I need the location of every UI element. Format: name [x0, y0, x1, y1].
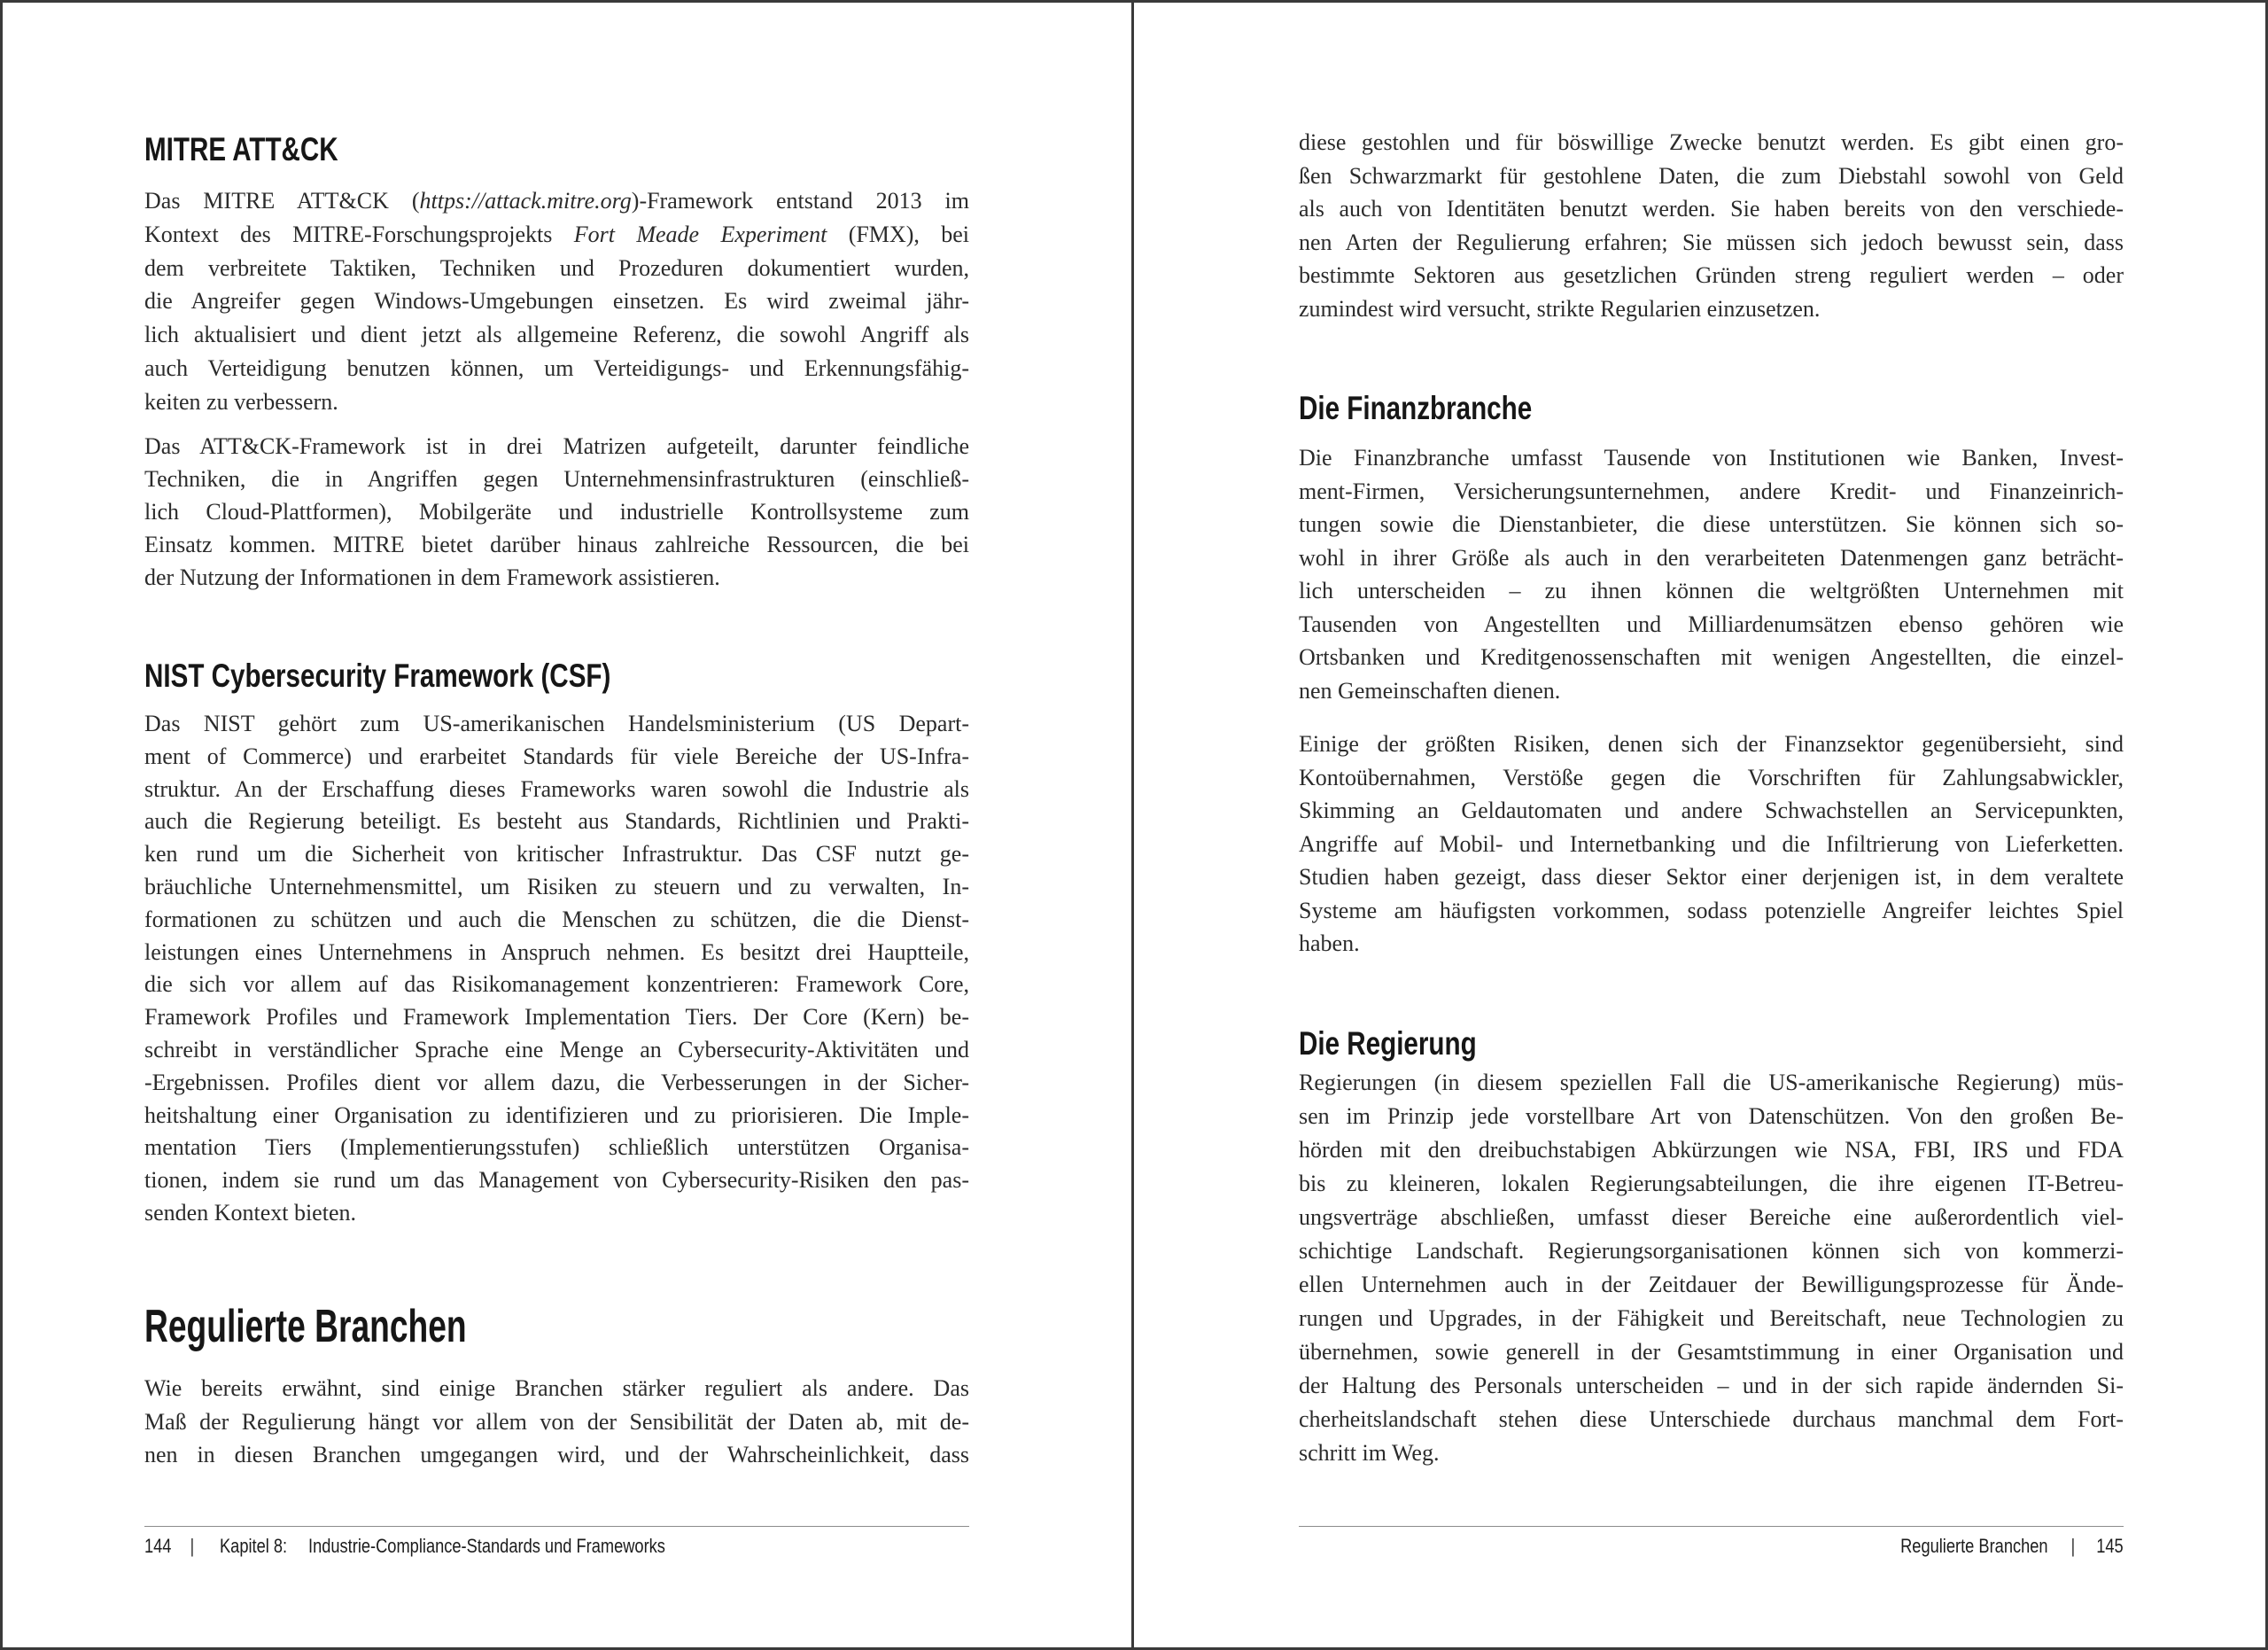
text-line: Das ATT&CK-Framework ist in drei Matrizen aufgeteilt, darunter feindliche	[144, 433, 969, 459]
text-line: Kontoübernahmen, Verstöße gegen die Vorschriften für Zahlungsabwickler,	[1299, 764, 2124, 790]
text-line: Techniken, die in Angriffen gegen Unternehmensinfrastrukturen (einschließ-	[144, 466, 969, 493]
footer-rule-left	[144, 1526, 969, 1527]
heading-finanzbranche: Die Finanzbranche	[1299, 390, 1533, 426]
text-line: Tausenden von Angestellten und Milliardenumsätzen ebenso gehören wie	[1299, 611, 2124, 637]
footer-separator-left: |	[190, 1535, 195, 1557]
text-line: der Haltung des Personals unterscheiden – und in der sich rapide ändernden Si-	[1299, 1373, 2124, 1398]
text-line: auch die Regierung beteiligt. Es besteht aus Standards, Richtlinien und Prakti-	[144, 808, 969, 835]
paragraph-regierung	[1299, 1066, 2124, 1470]
text-line: schichtige Landschaft. Regierungsorganisationen können sich von kommerzi-	[1299, 1238, 2124, 1264]
footer-rule-right	[1299, 1526, 2124, 1527]
text-run: Das MITRE ATT&CK (	[144, 188, 420, 214]
paragraph-continuation	[1299, 126, 2124, 325]
text-line: Ortsbanken und Kreditgenossenschaften mit wenigen Angestellten, die einzel-	[1299, 644, 2124, 670]
text-line: als auch von Identitäten benutzt werden. Sie haben bereits von den verschiede-	[1299, 196, 2124, 222]
text-line: senden Kontext bieten.	[144, 1199, 356, 1226]
paragraph-finanzbranche-2	[1299, 728, 2124, 961]
text-line: ment-Firmen, Versicherungsunternehmen, andere Kredit- und Finanzeinrich-	[1299, 478, 2124, 504]
text-line: Einsatz kommen. MITRE bietet darüber hinaus zahlreiche Ressourcen, die bei	[144, 532, 969, 558]
text-line: Angriffe auf Mobil- und Internetbanking und die Infiltrierung von Lieferketten.	[1299, 830, 2124, 857]
text-line: lich aktualisiert und dient jetzt als allgemeine Referenz, die sowohl Angriff als	[144, 322, 969, 348]
text-line: nen in diesen Branchen umgegangen wird, und der Wahrscheinlichkeit, dass	[144, 1442, 969, 1467]
text-line: die sich vor allem auf das Risikomanagement konzentrieren: Framework Core,	[144, 971, 969, 998]
text-line: Regierungen (in diesem speziellen Fall die US-amerikanische Regierung) müs-	[1299, 1070, 2124, 1095]
paragraph-nist	[144, 708, 969, 1230]
text-run: (FMX), bei	[827, 221, 969, 247]
text-line: nen Arten der Regulierung erfahren; Sie müssen sich jedoch bewusst sein, dass	[1299, 229, 2124, 255]
italic-text: https://attack.mitre.org	[419, 188, 632, 214]
text-line: hörden mit den dreibuchstabigen Abkürzungen wie NSA, FBI, IRS und FDA	[1299, 1137, 2124, 1163]
text-line: leistungen eines Unternehmens in Anspruch nehmen. Es besitzt drei Hauptteile,	[144, 938, 969, 965]
text-line: Das NIST gehört zum US-amerikanischen Handelsministerium (US Depart-	[144, 711, 969, 736]
text-line: Maß der Regulierung hängt vor allem von der Sensibilität der Daten ab, mit de-	[144, 1408, 969, 1435]
text-line: bis zu kleineren, lokalen Regierungsabteilungen, die ihre eigenen IT-Betreu-	[1299, 1171, 2124, 1196]
text-line: schritt im Weg.	[1299, 1440, 1440, 1466]
text-line: cherheitslandschaft stehen diese Unterschiede durchaus manchmal dem Fort-	[1299, 1406, 2124, 1432]
text-run: )-Framework entstand 2013 im	[631, 188, 969, 214]
text-line: heitshaltung einer Organisation zu identifizieren und zu priorisieren. Die Imple-	[144, 1101, 969, 1128]
footer-chapter-title: Industrie-Compliance-Standards und Frameworks	[308, 1535, 665, 1557]
text-line: haben.	[1299, 930, 1360, 956]
text-line: -Ergebnissen. Profiles dient vor allem dazu, die Verbesserungen in der Sicher-	[144, 1069, 969, 1095]
text-line: wohl in ihrer Größe als auch in den verarbeiteten Datenmengen ganz beträcht-	[1299, 544, 2124, 571]
text-line: tungen sowie die Dienstanbieter, die diese unterstützen. Sie können sich so-	[1299, 511, 2124, 537]
text-line: die Angreifer gegen Windows-Umgebungen einsetzen. Es wird zweimal jähr-	[144, 288, 969, 315]
text-line: Framework Profiles und Framework Implementation Tiers. Der Core (Kern) be-	[144, 1004, 969, 1031]
text-line: mentation Tiers (Implementierungsstufen) schließlich unterstützen Organisa-	[144, 1134, 969, 1161]
heading-regulierte-branchen: Regulierte Branchen	[144, 1301, 467, 1352]
text-line: keiten zu verbessern.	[144, 388, 338, 415]
heading-regierung: Die Regierung	[1299, 1025, 1477, 1062]
text-line: Die Finanzbranche umfasst Tausende von Institutionen wie Banken, Invest-	[1299, 445, 2124, 471]
text-line: ellen Unternehmen auch in der Zeitdauer der Bewilligungsprozesse für Ände-	[1299, 1272, 2124, 1297]
text-line: ken rund um die Sicherheit von kritischer Infrastruktur. Das CSF nutzt ge-	[144, 841, 969, 868]
text-line: der Nutzung der Informationen in dem Framework assistieren.	[144, 564, 720, 591]
footer-separator-right: |	[2070, 1535, 2076, 1557]
text-line: ment of Commerce) und erarbeitet Standards für viele Bereiche der US-Infra-	[144, 743, 969, 769]
text-line: lich Cloud-Plattformen), Mobilgeräte und industrielle Kontrollsysteme zum	[144, 499, 969, 525]
text-line: Einige der größten Risiken, denen sich der Finanzsektor gegenübersieht, sind	[1299, 731, 2124, 757]
text-line: Wie bereits erwähnt, sind einige Branchen stärker reguliert als andere. Das	[144, 1375, 969, 1401]
paragraph-mitre-1	[144, 184, 969, 419]
heading-mitre-attck: MITRE ATT&CK	[144, 131, 338, 167]
heading-nist-csf: NIST Cybersecurity Framework (CSF)	[144, 658, 611, 694]
page-number-right: 145	[2096, 1535, 2124, 1557]
text-line: zumindest wird versucht, strikte Regularien einzusetzen.	[1299, 295, 1821, 322]
text-line: rungen und Upgrades, in der Fähigkeit und Bereitschaft, neue Technologien zu	[1299, 1305, 2124, 1331]
text-line: bestimmte Sektoren aus gesetzlichen Gründen streng reguliert werden – oder	[1299, 262, 2124, 288]
text-line: formationen zu schützen und auch die Menschen zu schützen, die die Dienst-	[144, 906, 969, 932]
text-line: schreibt in verständlicher Sprache eine Menge an Cybersecurity-Aktivitäten und	[144, 1036, 969, 1062]
page-number-left: 144	[144, 1535, 172, 1557]
book-spine	[1131, 0, 1134, 1650]
text-run: Kontext des MITRE-Forschungsprojekts	[144, 221, 574, 247]
text-line	[144, 184, 969, 218]
text-line: struktur. An der Erschaffung dieses Frameworks waren sowohl die Industrie als	[144, 775, 969, 802]
text-line: diese gestohlen und für böswillige Zwecke benutzt werden. Es gibt einen gro-	[1299, 129, 2124, 155]
footer-section-title: Regulierte Branchen	[1900, 1535, 2048, 1557]
text-line: lich unterscheiden – zu ihnen können die weltgrößten Unternehmen mit	[1299, 578, 2124, 603]
text-line: tionen, indem sie rund um das Management von Cybersecurity-Risiken den pas-	[144, 1167, 969, 1194]
text-line: ßen Schwarzmarkt für gestohlene Daten, die zum Diebstahl sowohl von Geld	[1299, 162, 2124, 189]
paragraph-mitre-2	[144, 430, 969, 594]
footer-chapter-label: Kapitel 8:	[220, 1535, 288, 1557]
text-line: Studien haben gezeigt, dass dieser Sektor einer derjenigen ist, in dem veraltete	[1299, 864, 2124, 890]
text-line: auch Verteidigung benutzen können, um Verteidigungs- und Erkennungsfähig-	[144, 354, 969, 381]
text-line: bräuchliche Unternehmensmittel, um Risiken zu steuern und zu verwalten, In-	[144, 873, 969, 899]
paragraph-regulierte-branchen	[144, 1372, 969, 1472]
text-line: nen Gemeinschaften dienen.	[1299, 677, 1561, 704]
paragraph-finanzbranche-1	[1299, 441, 2124, 707]
italic-text: Fort Meade Experiment	[573, 221, 827, 247]
text-line: dem verbreitete Taktiken, Techniken und Prozeduren dokumentiert wurden,	[144, 254, 969, 281]
text-line: übernehmen, sowie generell in der Gesamtstimmung in einer Organisation und	[1299, 1339, 2124, 1365]
text-line: Skimming an Geldautomaten und andere Schwachstellen an Servicepunkten,	[1299, 798, 2124, 823]
text-line	[144, 218, 969, 252]
text-line: ungsverträge abschließen, umfasst dieser Bereiche eine außerordentlich viel-	[1299, 1204, 2124, 1230]
text-line: Systeme am häufigsten vorkommen, sodass potenzielle Angreifer leichtes Spiel	[1299, 897, 2124, 923]
text-line: sen im Prinzip jede vorstellbare Art von Datenschützen. Von den großen Be-	[1299, 1103, 2124, 1129]
